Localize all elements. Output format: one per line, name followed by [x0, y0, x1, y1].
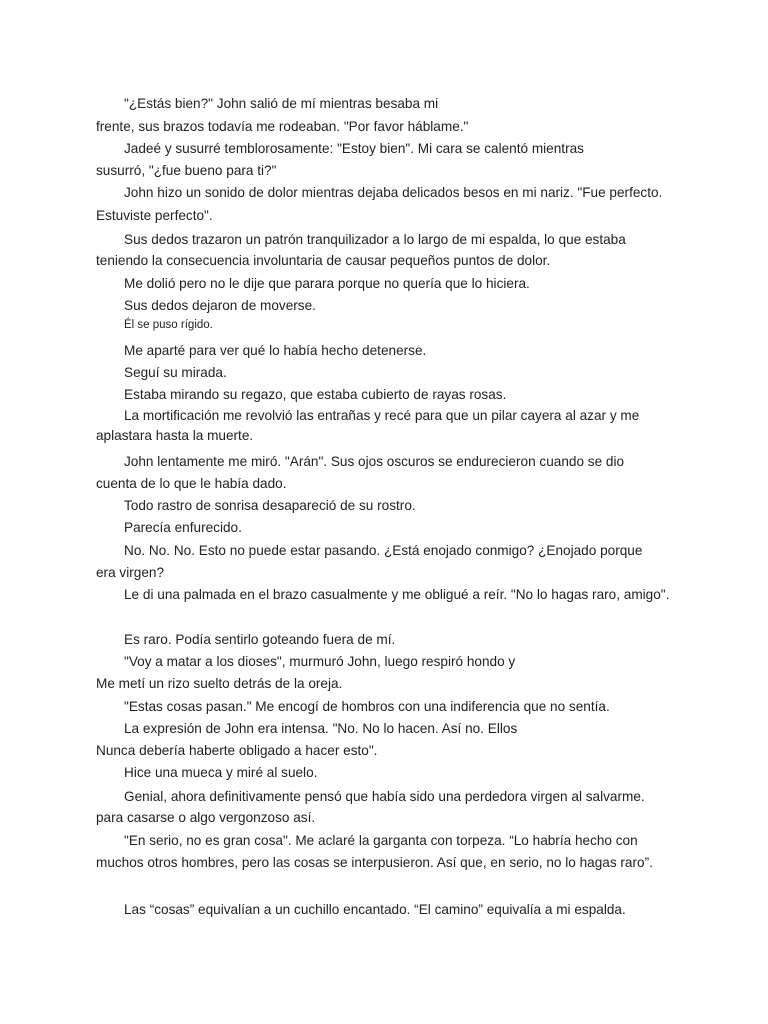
text-line: Estuviste perfecto".	[96, 208, 213, 223]
text-line: Estaba mirando su regazo, que estaba cubierto de rayas rosas.	[124, 387, 507, 402]
text-line: Sus dedos dejaron de moverse.	[124, 298, 316, 313]
text-line: "Estas cosas pasan." Me encogí de hombros con una indiferencia que no sentía.	[124, 699, 610, 714]
text-line: Seguí su mirada.	[124, 365, 227, 380]
text-line: "Voy a matar a los dioses", murmuró John, luego respiró hondo y	[124, 654, 516, 669]
text-line: Sus dedos trazaron un patrón tranquilizador a lo largo de mi espalda, lo que estaba	[124, 232, 626, 247]
text-line: Es raro. Podía sentirlo goteando fuera de mí.	[124, 632, 396, 647]
text-line: John hizo un sonido de dolor mientras dejaba delicados besos en mi nariz. "Fue perfecto.	[124, 185, 663, 200]
text-line: Hice una mueca y miré al suelo.	[124, 765, 318, 780]
text-line: Genial, ahora definitivamente pensó que había sido una perdedora virgen al salvarme.	[124, 789, 645, 804]
text-line: para casarse o algo vergonzoso así.	[96, 810, 316, 825]
text-line: John lentamente me miró. "Arán". Sus ojos oscuros se endurecieron cuando se dio	[124, 454, 625, 469]
text-line: Parecía enfurecido.	[124, 520, 242, 535]
text-line: teniendo la consecuencia involuntaria de causar pequeños puntos de dolor.	[96, 253, 551, 268]
text-line: aplastara hasta la muerte.	[96, 428, 254, 443]
text-line: cuenta de lo que le había dado.	[96, 476, 287, 491]
text-line: No. No. No. Esto no puede estar pasando. ¿Está enojado conmigo? ¿Enojado porque	[124, 543, 643, 558]
text-line: Le di una palmada en el brazo casualmente y me obligué a reír. "No lo hagas raro, amigo".	[124, 587, 670, 602]
text-line: "¿Estás bien?" John salió de mí mientras besaba mi	[124, 96, 439, 111]
text-line: Él se puso rígido.	[124, 319, 213, 331]
text-line: Nunca debería haberte obligado a hacer esto".	[96, 743, 378, 758]
text-line: Jadeé y susurré temblorosamente: "Estoy bien". Mi cara se calentó mientras	[124, 141, 584, 156]
text-line: muchos otros hombres, pero las cosas se interpusieron. Así que, en serio, no lo hagas raro”.	[96, 855, 653, 870]
text-line: Todo rastro de sonrisa desapareció de su rostro.	[124, 498, 416, 513]
text-line: La expresión de John era intensa. "No. No lo hacen. Así no. Ellos	[124, 721, 518, 736]
text-line: Las “cosas” equivalían a un cuchillo encantado. “El camino” equivalía a mi espalda.	[124, 902, 626, 917]
text-line: Me metí un rizo suelto detrás de la oreja.	[96, 676, 343, 691]
text-line: Me aparté para ver qué lo había hecho detenerse.	[124, 343, 427, 358]
text-line: La mortificación me revolvió las entrañas y recé para que un pilar cayera al azar y me	[124, 408, 640, 423]
text-line: frente, sus brazos todavía me rodeaban. "Por favor háblame."	[96, 119, 469, 134]
text-line: era virgen?	[96, 565, 165, 580]
text-line: Me dolió pero no le dije que parara porque no quería que lo hiciera.	[124, 276, 530, 291]
text-line: susurró, "¿fue bueno para ti?"	[96, 163, 277, 178]
text-line: "En serio, no es gran cosa". Me aclaré la garganta con torpeza. “Lo habría hecho con	[124, 833, 638, 848]
